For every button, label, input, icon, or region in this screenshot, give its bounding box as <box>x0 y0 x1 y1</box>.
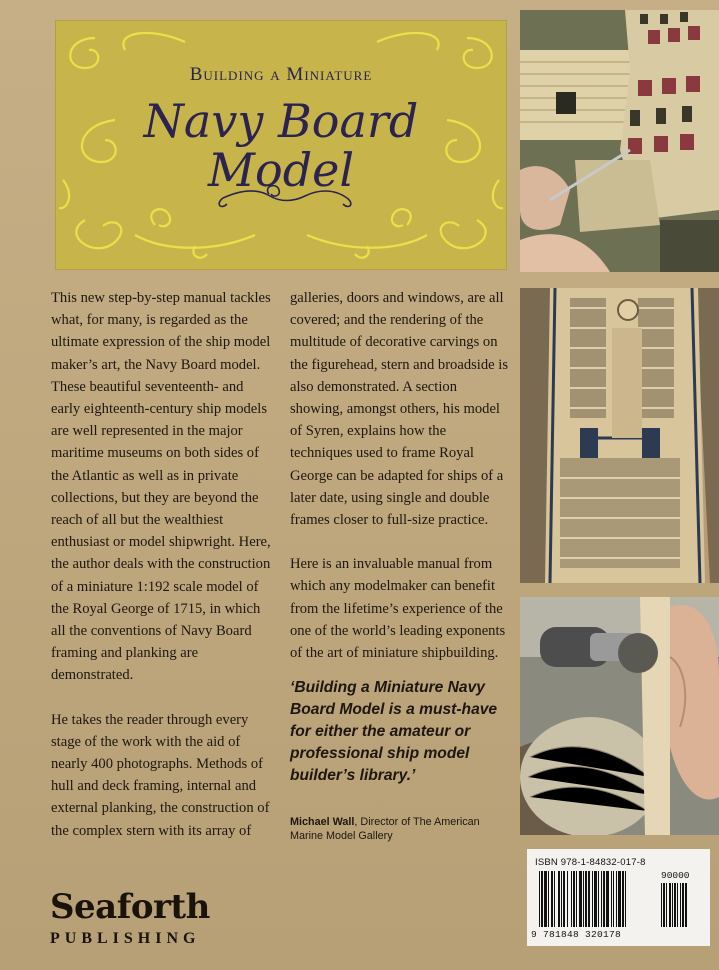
barcode-digits: 9 781848 320178 <box>531 929 622 940</box>
blurb-paragraph: He takes the reader through every stage of the work with the aid of nearly 400 photographs. Methods of hull and deck framing, internal and external planking, the construction of the complex stern with its array of <box>51 711 270 839</box>
title-panel <box>55 20 507 270</box>
publisher-logo <box>50 887 250 948</box>
barcode-addon-digits: 90000 <box>661 870 690 881</box>
model-stern-galleries-photo <box>520 10 719 272</box>
publisher-subtitle: PUBLISHING <box>50 930 201 947</box>
blurb-right-column <box>290 287 512 686</box>
quote-author: Michael Wall <box>290 816 355 828</box>
blurb-paragraph: This new step-by-step manual tackles what, for many, is regarded as the ultimate expression of the ship model maker’s art, the Navy Board model. These beautiful seventeenth- and early eighteenth-century ship models are well represented in the major maritime museums on both sides of the Atlantic as well as in private collections, but they are beyond the reach of all but the wealthiest enthusiast or model shipwright. Here, the author deals with the construction of a miniature 1:192 scale model of the Royal George of 1715, in which all the conventions of Navy Board framing and planking are demonstrated. <box>51 290 271 684</box>
quote-attribution <box>290 815 512 843</box>
isbn-label: ISBN 978-1-84832-017-8 <box>535 857 646 868</box>
title-line-small-caps: Building a Miniature <box>189 64 373 85</box>
blurb-left-column <box>51 287 273 864</box>
review-quote: ‘Building a Miniature Navy Board Model is a must-have for either the amateur or professional ship model builder’s library.’ <box>290 679 498 784</box>
isbn-barcode <box>527 849 710 946</box>
title-line-navy-board: Navy Board <box>143 94 419 148</box>
hull-sanding-tool-photo <box>520 597 719 835</box>
blurb-paragraph: galleries, doors and windows, are all covered; and the rendering of the multitude of decorative carvings on the figurehead, stern and broadside is also demonstrated. A section showing, amongst others, his model of Syren, explains how the techniques used to frame Royal George can be adapted for ships of a later date, using single and double frames closer to full-size practice. <box>290 290 509 529</box>
publisher-name: Seaforth <box>50 887 210 927</box>
model-hull-deck-framing-photo <box>520 288 719 583</box>
blurb-paragraph: Here is an invaluable manual from which any modelmaker can benefit from the lifetime’s experience of the one of the world’s leading exponents of the art of miniature shipbuilding. <box>290 556 506 662</box>
quote-author-role: , Director of The American Marine Model Gallery <box>290 816 480 842</box>
title-line-model: Model <box>207 143 355 197</box>
